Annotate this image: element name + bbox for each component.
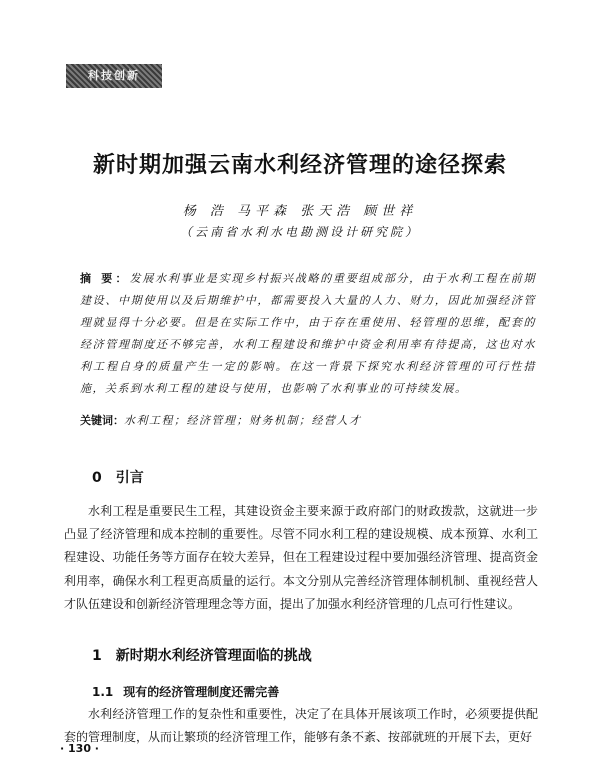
section-0-number: 0 <box>92 470 102 486</box>
column-tag: 科技创新 <box>66 64 162 88</box>
section-1-1-title: 现有的经济管理制度还需完善 <box>123 685 280 699</box>
abstract-label: 摘 要： <box>80 272 130 285</box>
section-1-1-body: 水利经济管理工作的复杂性和重要性，决定了在具体开展该项工作时，必须要提供配套的管理制度，从而让繁琐的经济管理工作，能够有条不紊、按部就班的开展下去，更好 <box>64 707 538 745</box>
section-1-1-heading <box>92 683 279 700</box>
section-1-title: 新时期水利经济管理面临的挑战 <box>115 648 312 664</box>
article-title: 新时期加强云南水利经济管理的途径探索 <box>92 152 507 178</box>
section-1-number: 1 <box>92 648 102 664</box>
keywords <box>80 412 536 430</box>
affiliation: （云南省水利水电勘测设计研究院） <box>179 225 420 239</box>
keywords-text: 水利工程；经济管理；财务机制；经营人才 <box>124 414 362 427</box>
page-number: · 130 · <box>60 742 99 755</box>
section-0-body: 水利工程是重要民生工程，其建设资金主要来源于政府部门的财政拨款，这就进一步凸显了经济管理和成本控制的重要性。尽管不同水利工程的建设规模、成本预算、水利工程建设、功能任务等方面存在较大差异，但在工程建设过程中要加强经济管理、提高资金利用率，确保水利工程更高质量的运行。本文分别从完善经济管理体制机制、重视经营人才队伍建设和创新经济管理理念等方面，提出了加强水利经济管理的几点可行性建议。 <box>64 504 538 611</box>
abstract <box>80 268 536 400</box>
abstract-text: 发展水利事业是实现乡村振兴战略的重要组成部分，由于水利工程在前期建设、中期使用以及后期维护中，都需要投入大量的人力、财力，因此加强经济管理就显得十分必要。但是在实际工作中，由于存在重使用、轻管理的思维，配套的经济管理制度还不够完善，水利工程建设和维护中资金利用率有待提高，这也对水利工程自身的质量产生一定的影响。在这一背景下探究水利经济管理的可行性措施，关系到水利工程的建设与使用，也影响了水利事业的可持续发展。 <box>80 272 536 395</box>
authors: 杨 浩 马平森 张天浩 顾世祥 <box>182 204 418 219</box>
section-1-heading <box>92 645 312 665</box>
section-1-1-number: 1.1 <box>92 685 114 699</box>
section-0-heading <box>92 467 144 487</box>
keywords-label: 关键词： <box>80 414 124 427</box>
section-0-title: 引言 <box>115 470 144 486</box>
